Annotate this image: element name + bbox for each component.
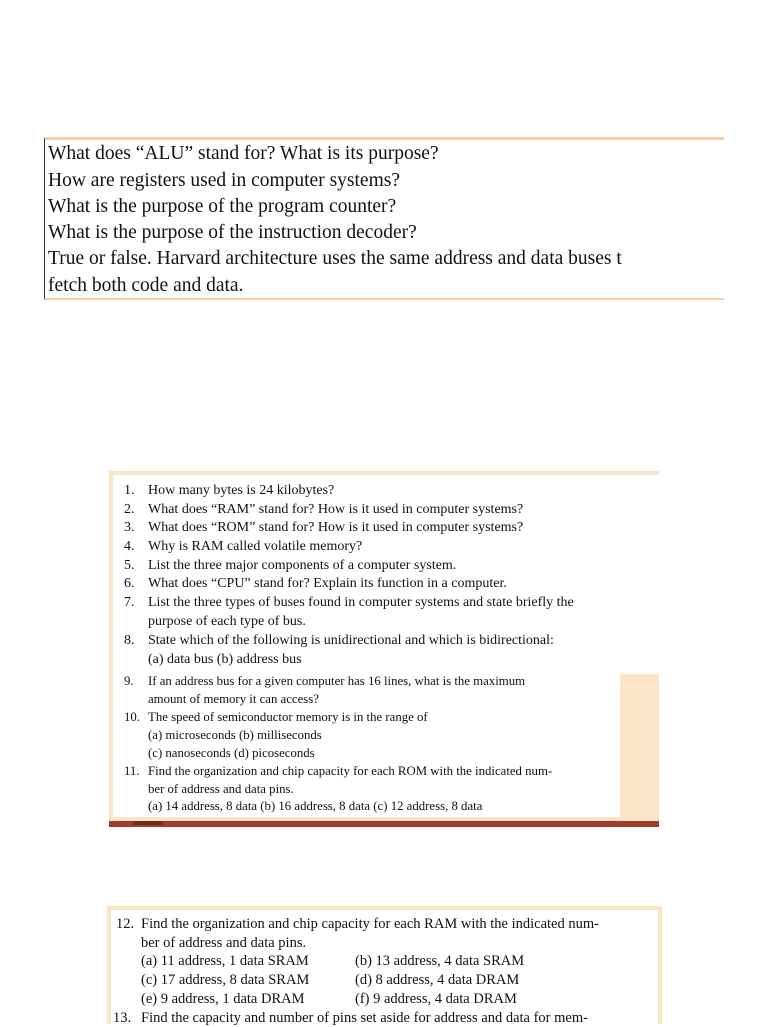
question-number: 7.	[124, 595, 135, 610]
footer-stripe	[109, 821, 659, 827]
question-text: List the three major components of a computer system.	[148, 558, 457, 573]
question-text: State which of the following is unidirectional and which is bidirectional:	[148, 633, 554, 648]
option-text: (b) 13 address, 4 data SRAM	[355, 953, 525, 969]
question-text: How many bytes is 24 kilobytes?	[148, 483, 335, 498]
question-number: 13.	[113, 1010, 132, 1026]
question-block-memory-bus	[109, 471, 659, 827]
question-number: 5.	[124, 558, 135, 573]
question-text: (a) microseconds (b) milliseconds	[148, 728, 322, 742]
question-line: What does “ALU” stand for? What is its purpose?	[48, 143, 439, 164]
question-text: Find the organization and chip capacity for each ROM with the indicated num-	[148, 764, 553, 778]
question-number: 6.	[124, 576, 135, 591]
question-text: (a) data bus (b) address bus	[148, 652, 302, 667]
question-number: 1.	[124, 483, 135, 498]
question-number: 11.	[124, 764, 140, 778]
question-text: purpose of each type of bus.	[148, 614, 306, 629]
option-text: (d) 8 address, 4 data DRAM	[355, 972, 520, 988]
question-number: 4.	[124, 539, 135, 554]
question-text: If an address bus for a given computer has 16 lines, what is the maximum	[148, 674, 526, 688]
question-line: What is the purpose of the program counter?	[48, 196, 397, 217]
question-number: 2.	[124, 502, 135, 517]
question-number: 12.	[116, 916, 135, 932]
question-text: What does “CPU” stand for? Explain its function in a computer.	[148, 576, 507, 591]
question-text: Find the organization and chip capacity for each RAM with the indicated num-	[141, 916, 599, 932]
question-text: amount of memory it can access?	[148, 692, 319, 706]
question-text: Why is RAM called volatile memory?	[148, 539, 363, 554]
question-number: 10.	[124, 710, 140, 724]
question-text: ber of address and data pins.	[141, 935, 307, 951]
question-text: (c) nanoseconds (d) picoseconds	[148, 746, 315, 760]
question-line: What is the purpose of the instruction decoder?	[48, 222, 417, 243]
question-number: 9.	[124, 674, 134, 688]
question-block-architecture	[44, 137, 724, 300]
question-number: 8.	[124, 633, 135, 648]
question-line: True or false. Harvard architecture uses the same address and data buses t	[48, 248, 622, 269]
question-text: What does “ROM” stand for? How is it used in computer systems?	[148, 520, 524, 535]
question-text: Find the capacity and number of pins set aside for address and data for mem-	[141, 1010, 588, 1026]
question-text: List the three types of buses found in computer systems and state briefly the	[148, 595, 574, 610]
question-text: The speed of semiconductor memory is in the range of	[148, 710, 428, 724]
option-text: (c) 17 address, 8 data SRAM	[141, 972, 310, 988]
question-line: How are registers used in computer systems?	[48, 170, 400, 191]
question-block-ram	[107, 906, 662, 1024]
question-number: 3.	[124, 520, 135, 535]
question-text: ber of address and data pins.	[148, 782, 294, 796]
logo-fragment	[133, 821, 163, 825]
option-text: (e) 9 address, 1 data DRAM	[141, 991, 305, 1007]
option-text: (f) 9 address, 4 data DRAM	[355, 991, 517, 1007]
option-text: (a) 11 address, 1 data SRAM	[141, 953, 309, 969]
question-text: (a) 14 address, 8 data (b) 16 address, 8 data (c) 12 address, 8 data	[148, 799, 483, 813]
question-line: fetch both code and data.	[48, 275, 244, 296]
question-text: What does “RAM” stand for? How is it used in computer systems?	[148, 502, 524, 517]
